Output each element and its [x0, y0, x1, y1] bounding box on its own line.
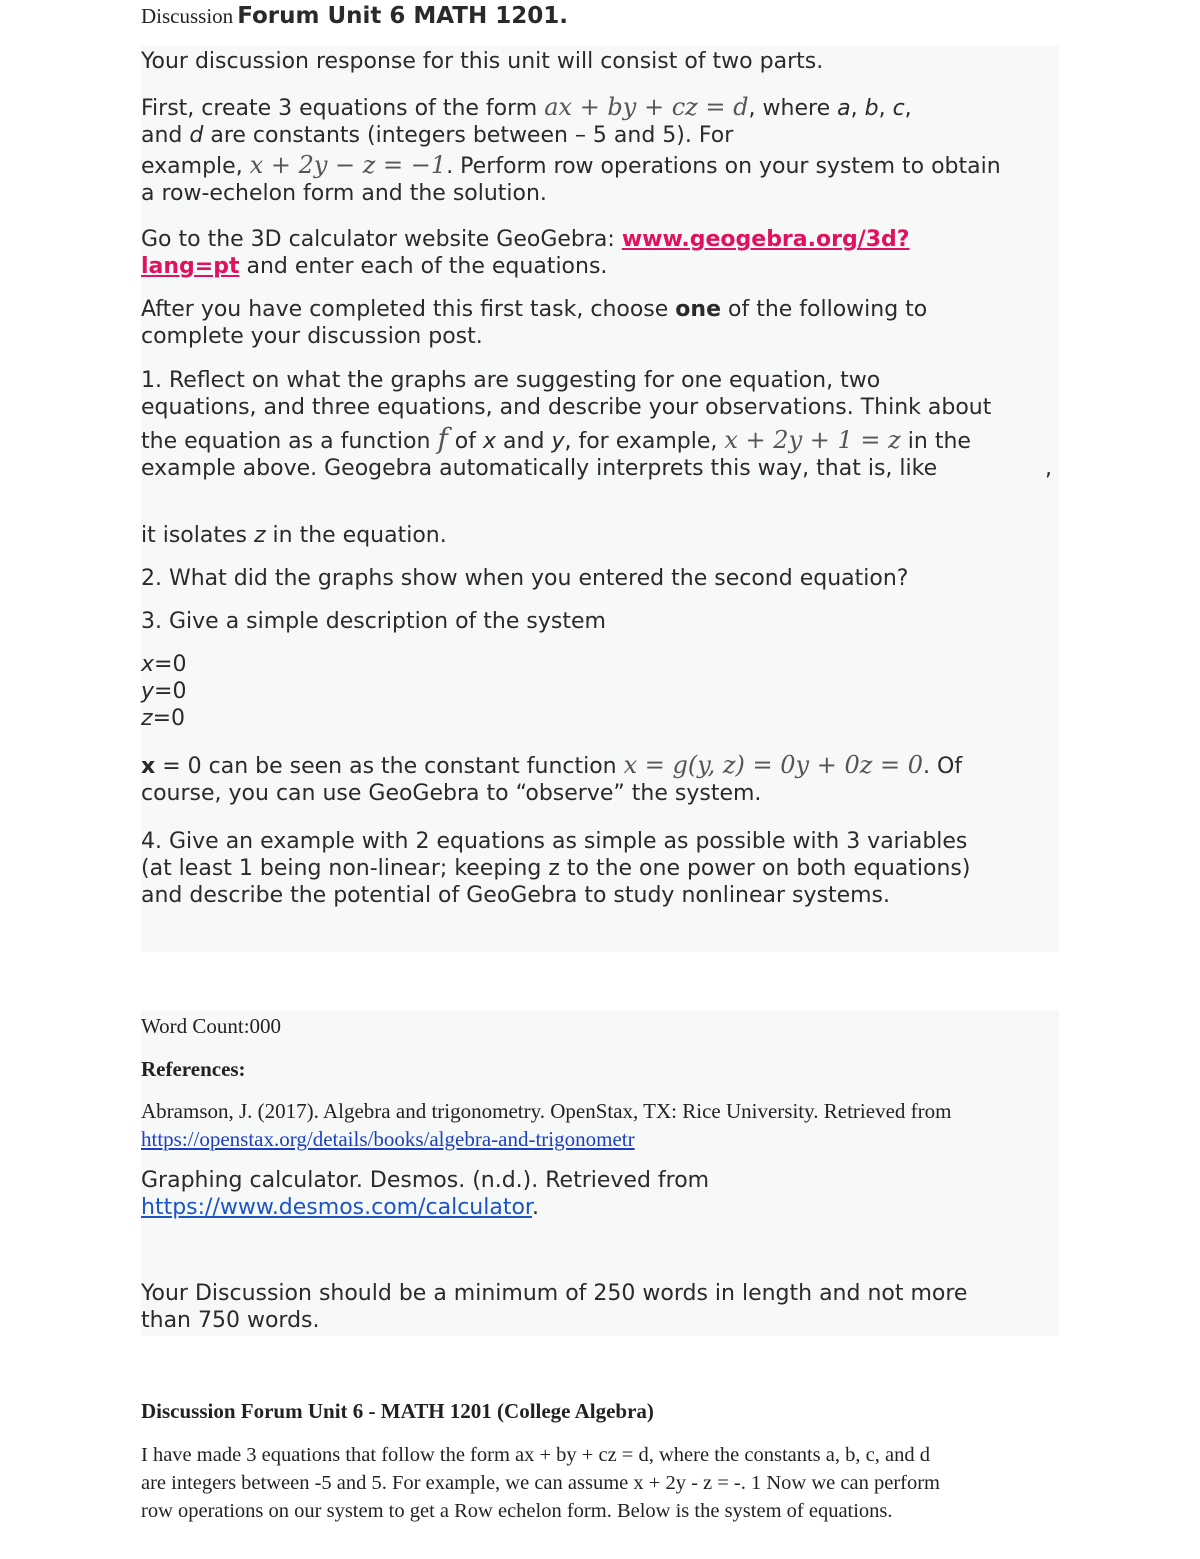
reference-1: Abramson, J. (2017). Algebra and trigonometry. OpenStax, TX: Rice University. Retrieved from https://openstax.org/details/books/algebra-and-trigonometr — [141, 1099, 952, 1151]
answer-heading: Discussion Forum Unit 6 - MATH 1201 (College Algebra) — [141, 1399, 654, 1423]
word-count: Word Count:000 — [141, 1014, 282, 1038]
first-task-paragraph — [141, 94, 1061, 207]
title-rest: Forum Unit 6 MATH 1201. — [237, 3, 569, 29]
geogebra-link-continued[interactable]: lang=pt — [141, 254, 240, 279]
system-equation: z=0 — [141, 706, 185, 731]
first-task-line-1: First, create 3 equations of the form ax + by + cz = d, where a, b, c, — [141, 93, 912, 121]
constant-function-paragraph: x = 0 can be seen as the constant function x = g(y, z) = 0y + 0z = 0. Of course, you can use GeoGebra to “observe” the system. — [141, 751, 963, 806]
equation-constant-function: x = g(y, z) = 0y + 0z = 0 — [623, 751, 924, 779]
emphasis-one: one — [675, 297, 721, 322]
answer-paragraph: I have made 3 equations that follow the form ax + by + cz = d, where the constants a, b, c, and d are integers between -5 and 5. For example, we can assume x + 2y - z = -. 1 Now we can perform row operations on our system to get a Row echelon form. Below is the system of equations. — [141, 1444, 940, 1522]
geogebra-paragraph: Go to the 3D calculator website GeoGebra: www.geogebra.org/3d? lang=pt and enter each of the equations. — [141, 227, 910, 279]
equation-function-example: x + 2y + 1 = z — [724, 426, 901, 454]
equation-form: ax + by + cz = d — [544, 93, 749, 121]
option-1-continued: it isolates z in the equation. — [141, 523, 447, 548]
page-title — [141, 2, 1061, 34]
first-task-line-4: a row-echelon form and the solution. — [141, 181, 547, 206]
system-equation: y=0 — [141, 679, 187, 704]
system-equations — [141, 651, 1061, 732]
equation-example: x + 2y − z = −1 — [249, 151, 447, 179]
option-1: 1. Reflect on what the graphs are suggesting for one equation, two equations, and three equations, and describe your observations. Think about the equation as a function f of x and y, for example, x + 2y + 1 = z in the example above. Geogebra automatically interprets this way, that is, like , — [141, 368, 1052, 481]
reference-2: Graphing calculator. Desmos. (n.d.). Retrieved from https://www.desmos.com/calculator. — [141, 1168, 710, 1220]
option-3: 3. Give a simple description of the system — [141, 609, 606, 634]
geogebra-link[interactable]: www.geogebra.org/3d? — [621, 227, 910, 252]
title-prefix: Discussion — [141, 4, 234, 28]
option-2: 2. What did the graphs show when you entered the second equation? — [141, 566, 909, 591]
intro-text: Your discussion response for this unit will consist of two parts. — [141, 49, 824, 74]
after-paragraph: After you have completed this first task, choose one of the following to complete your discussion post. — [141, 297, 928, 349]
length-requirement: Your Discussion should be a minimum of 250 words in length and not more than 750 words. — [141, 1281, 968, 1333]
desmos-link[interactable]: https://www.desmos.com/calculator — [141, 1195, 532, 1220]
option-4: 4. Give an example with 2 equations as simple as possible with 3 variables (at least 1 being non-linear; keeping z to the one power on both equations) and describe the potential of GeoGebra to study nonlinear systems. — [141, 829, 971, 908]
first-task-line-2: and d are constants (integers between – 5 and 5). For — [141, 123, 734, 148]
first-task-line-3: example, x + 2y − z = −1. Perform row operations on your system to obtain — [141, 151, 1001, 179]
openstax-link[interactable]: https://openstax.org/details/books/algebra-and-trigonometr — [141, 1127, 635, 1151]
references-heading: References: — [141, 1057, 246, 1081]
system-equation: x=0 — [141, 652, 187, 677]
function-f: f — [437, 422, 448, 455]
